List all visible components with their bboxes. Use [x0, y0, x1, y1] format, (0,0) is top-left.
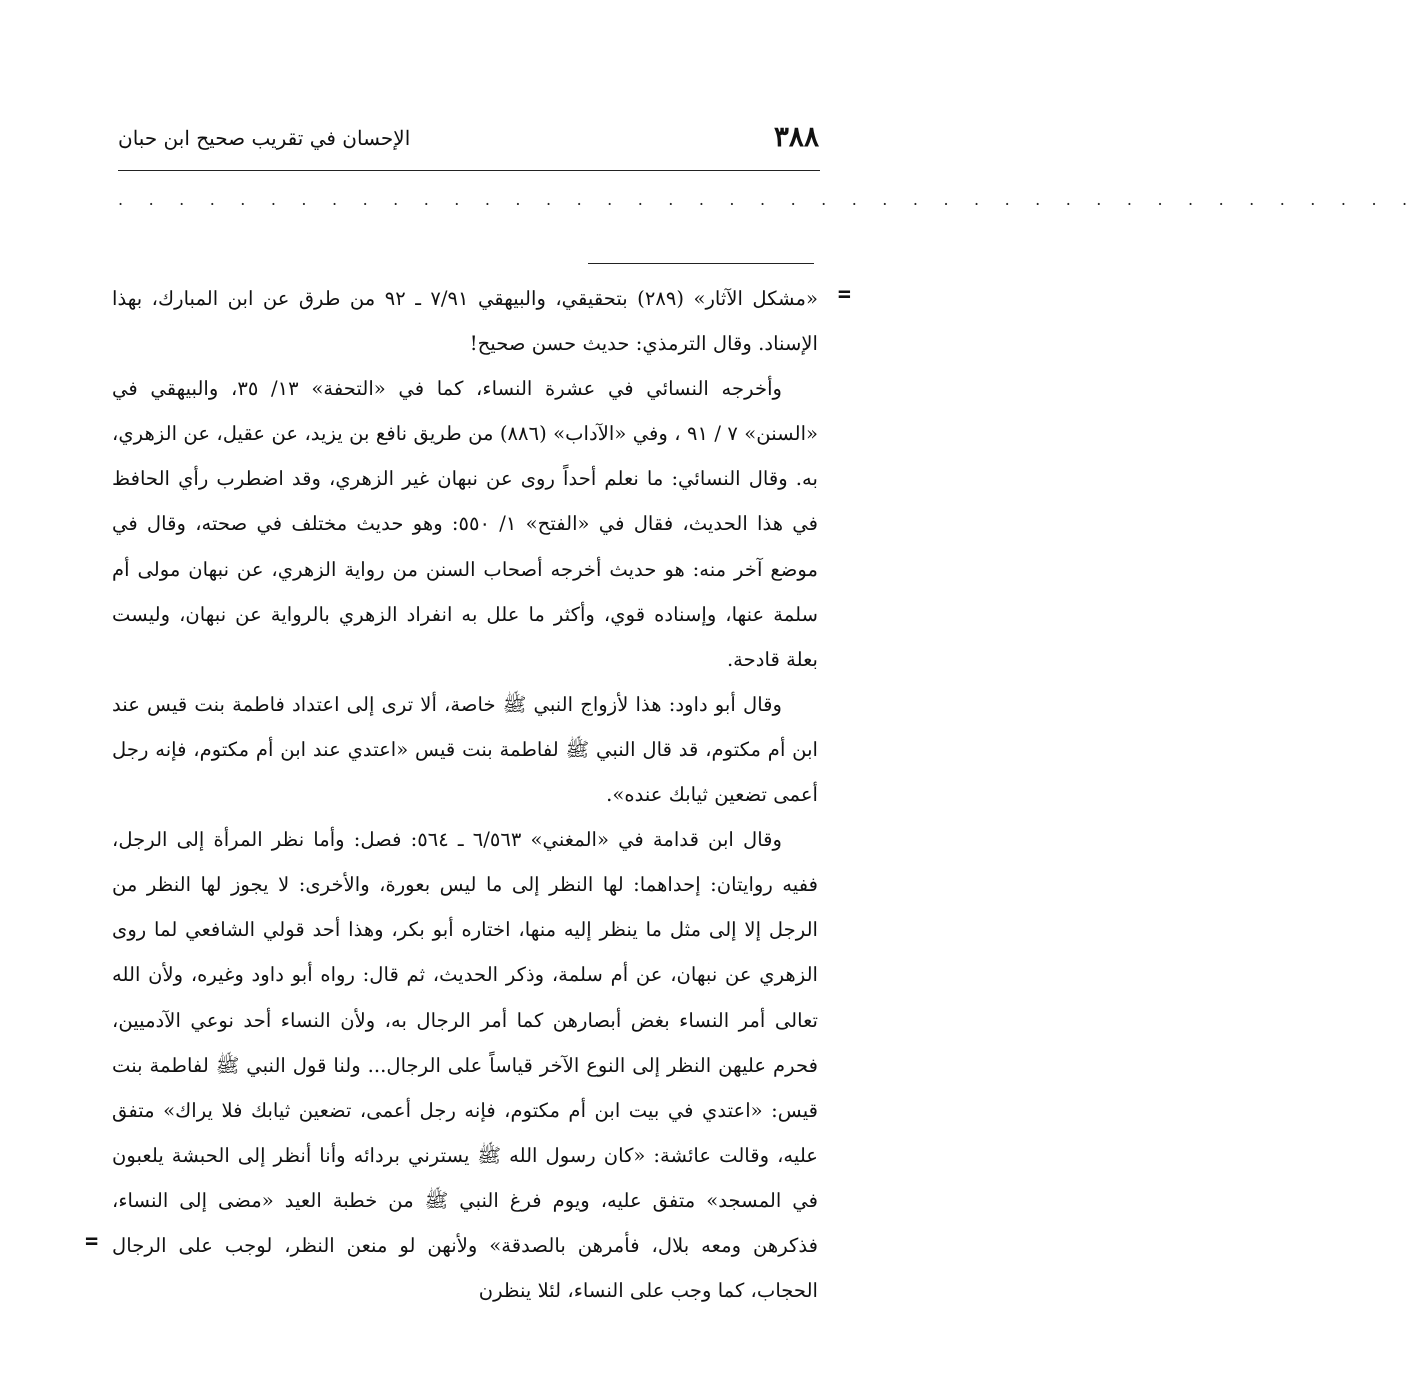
- footnote-text: [112, 276, 818, 1313]
- paragraph-2: وأخرجه النسائي في عشرة النساء، كما في «التحفة» ١٣/ ٣٥، والبيهقي في «السنن» ٧ / ٩١ ، وفي «الآداب» (٨٨٦) من طريق نافع بن يزيد، عن عقيل، عن الزهري، به. وقال النسائي: ما نعلم أحداً روى عن نبهان غير الزهري، وقد اضطرب رأي الحافظ في هذا الحديث، فقال في «الفتح» ١/ ٥٥٠: وهو حديث مختلف في صحته، وقال في موضع آخر منه: هو حديث أخرجه أصحاب السنن من رواية الزهري، عن نبهان مولى أم سلمة عنها، وإسناده قوي، وأكثر ما علل به انفراد الزهري بالرواية عن نبهان، وليست بعلة قادحة.: [112, 377, 818, 671]
- page-number: ٣٨٨: [773, 120, 819, 153]
- dotted-separator: . . . . . . . . . . . . . . . . . . . . . . . . . . . . . . . . . . . . . . . . . . .: [118, 190, 1417, 209]
- paragraph-4: وقال ابن قدامة في «المغني» ٦/٥٦٣ ـ ٥٦٤: فصل: وأما نظر المرأة إلى الرجل، ففيه روايتان: إحداهما: لها النظر إلى ما ليس بعورة، والأخرى: لا يجوز لها النظر من الرجل إلا إلى مثل ما ينظر إليه منها، اختاره أبو بكر، وهذا أحد قولي الشافعي لما روى الزهري عن نبهان، عن أم سلمة، وذكر الحديث، ثم قال: رواه أبو داود وغيره، ولأن الله تعالى أمر النساء بغض أبصارهن كما أمر الرجال به، ولأن النساء أحد نوعي الآدميين، فحرم عليهن النظر إلى النوع الآخر قياساً على الرجال... ولنا قول النبي ﷺ لفاطمة بنت قيس: «اعتدي في بيت ابن أم مكتوم، فإنه رجل أعمى، تضعين ثيابك فلا يراك» متفق عليه، وقالت عائشة: «كان رسول الله ﷺ يسترني بردائه وأنا أنظر إلى الحبشة يلعبون في المسجد» متفق عليه، ويوم فرغ النبي ﷺ من خطبة العيد «مضى إلى النساء، فذكرهن ومعه بلال، فأمرهن بالصدقة» ولأنهن لو منعن النظر، لوجب على الرجال الحجاب، كما وجب على النساء، لئلا ينظرن: [112, 828, 818, 1303]
- continuation-mark-top: =: [837, 282, 851, 307]
- paragraph-1: «مشكل الآثار» (٢٨٩) بتحقيقي، والبيهقي ٧/٩١ ـ ٩٢ من طرق عن ابن المبارك، بهذا الإسناد. وقال الترمذي: حديث حسن صحيح!: [112, 287, 818, 356]
- header-rule: [118, 170, 820, 171]
- footnote-rule: [588, 263, 814, 264]
- running-title: الإحسان في تقريب صحيح ابن حبان: [118, 126, 411, 150]
- continuation-mark-bottom: =: [85, 1229, 99, 1254]
- paragraph-3: وقال أبو داود: هذا لأزواج النبي ﷺ خاصة، ألا ترى إلى اعتداد فاطمة بنت قيس عند ابن أم مكتوم، قد قال النبي ﷺ لفاطمة بنت قيس «اعتدي عند ابن أم مكتوم، فإنه رجل أعمى تضعين ثيابك عنده».: [112, 692, 818, 807]
